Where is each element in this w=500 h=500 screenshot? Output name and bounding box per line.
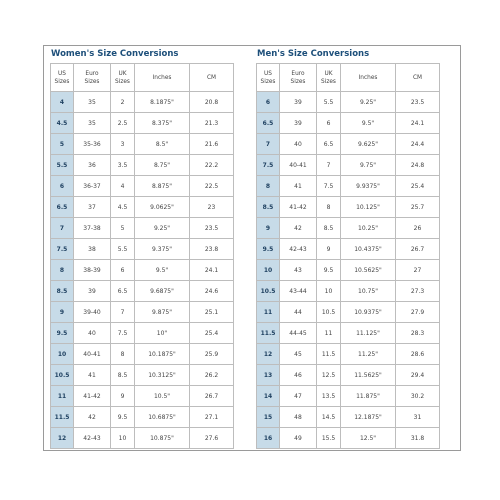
women-cell-euro-size: 35: [74, 113, 111, 134]
men-cell-euro-size: 42: [280, 218, 317, 239]
men-cell-uk-size: 13.5: [317, 386, 341, 407]
women-cell-inches: 8.75": [135, 155, 190, 176]
women-cell-cm: 23: [190, 197, 234, 218]
women-cell-cm: 20.8: [190, 92, 234, 113]
table-row: [51, 218, 234, 239]
men-cell-cm: 28.6: [396, 344, 440, 365]
table-row: [257, 176, 440, 197]
men-cell-cm: 27.9: [396, 302, 440, 323]
table-row: [257, 134, 440, 155]
men-cell-euro-size: 42-43: [280, 239, 317, 260]
men-cell-us-size: 9: [257, 218, 280, 239]
women-cell-uk-size: 6.5: [111, 281, 135, 302]
women-cell-euro-size: 35: [74, 92, 111, 113]
women-cell-euro-size: 36: [74, 155, 111, 176]
table-row: [51, 365, 234, 386]
men-cell-cm: 24.1: [396, 113, 440, 134]
men-cell-euro-size: 43-44: [280, 281, 317, 302]
table-row: [257, 386, 440, 407]
men-cell-inches: 11.5625": [341, 365, 396, 386]
women-cell-cm: 26.7: [190, 386, 234, 407]
women-cell-uk-size: 8.5: [111, 365, 135, 386]
women-cell-cm: 22.2: [190, 155, 234, 176]
table-row: [51, 302, 234, 323]
men-cell-uk-size: 15.5: [317, 428, 341, 449]
women-cell-inches: 9.875": [135, 302, 190, 323]
women-cell-euro-size: 42: [74, 407, 111, 428]
men-cell-uk-size: 9: [317, 239, 341, 260]
table-row: [257, 428, 440, 449]
men-cell-euro-size: 48: [280, 407, 317, 428]
men-cell-uk-size: 6.5: [317, 134, 341, 155]
table-row: [257, 197, 440, 218]
men-cell-us-size: 13: [257, 365, 280, 386]
men-cell-inches: 10.75": [341, 281, 396, 302]
women-cell-uk-size: 3.5: [111, 155, 135, 176]
men-cell-cm: 25.4: [396, 176, 440, 197]
women-cell-cm: 25.9: [190, 344, 234, 365]
women-cell-us-size: 8.5: [51, 281, 74, 302]
women-cell-euro-size: 42-43: [74, 428, 111, 449]
women-cell-inches: 9.375": [135, 239, 190, 260]
women-cell-euro-size: 39: [74, 281, 111, 302]
men-cell-us-size: 6: [257, 92, 280, 113]
women-cell-euro-size: 35-36: [74, 134, 111, 155]
women-header-euro-size: Euro Sizes: [74, 64, 111, 92]
women-table-body: [51, 92, 234, 449]
women-cell-euro-size: 39-40: [74, 302, 111, 323]
men-header-euro-size: Euro Sizes: [280, 64, 317, 92]
men-cell-euro-size: 40: [280, 134, 317, 155]
men-cell-us-size: 9.5: [257, 239, 280, 260]
men-cell-us-size: 15: [257, 407, 280, 428]
men-cell-inches: 12.5": [341, 428, 396, 449]
women-cell-us-size: 6.5: [51, 197, 74, 218]
men-cell-cm: 26.7: [396, 239, 440, 260]
women-cell-euro-size: 38-39: [74, 260, 111, 281]
men-header-uk-size: UK Sizes: [317, 64, 341, 92]
table-row: [51, 281, 234, 302]
men-cell-euro-size: 41-42: [280, 197, 317, 218]
women-cell-uk-size: 5: [111, 218, 135, 239]
men-header-cm: CM: [396, 64, 440, 92]
women-cell-inches: 9.5": [135, 260, 190, 281]
men-cell-inches: 10.5625": [341, 260, 396, 281]
men-cell-euro-size: 40-41: [280, 155, 317, 176]
women-cell-uk-size: 3: [111, 134, 135, 155]
women-panel-title: Women's Size Conversions: [51, 49, 179, 59]
women-header-cm: CM: [190, 64, 234, 92]
men-cell-inches: 9.5": [341, 113, 396, 134]
men-cell-cm: 27: [396, 260, 440, 281]
men-cell-us-size: 14: [257, 386, 280, 407]
men-cell-cm: 23.5: [396, 92, 440, 113]
women-cell-uk-size: 6: [111, 260, 135, 281]
men-panel-title: Men's Size Conversions: [257, 49, 370, 59]
women-cell-inches: 9.25": [135, 218, 190, 239]
women-cell-uk-size: 2.5: [111, 113, 135, 134]
women-header-row: [51, 64, 234, 92]
women-header-us-size: US Sizes: [51, 64, 74, 92]
men-cell-cm: 30.2: [396, 386, 440, 407]
men-cell-euro-size: 47: [280, 386, 317, 407]
women-cell-euro-size: 40: [74, 323, 111, 344]
men-cell-cm: 28.3: [396, 323, 440, 344]
table-row: [51, 323, 234, 344]
men-cell-uk-size: 5.5: [317, 92, 341, 113]
table-row: [51, 113, 234, 134]
women-cell-us-size: 7.5: [51, 239, 74, 260]
table-row: [51, 260, 234, 281]
table-row: [257, 302, 440, 323]
women-cell-us-size: 12: [51, 428, 74, 449]
table-row: [257, 155, 440, 176]
women-cell-us-size: 5: [51, 134, 74, 155]
men-cell-inches: 9.9375": [341, 176, 396, 197]
men-cell-uk-size: 9.5: [317, 260, 341, 281]
women-cell-uk-size: 10: [111, 428, 135, 449]
men-cell-inches: 9.75": [341, 155, 396, 176]
table-row: [257, 113, 440, 134]
men-cell-uk-size: 10: [317, 281, 341, 302]
women-cell-cm: 23.8: [190, 239, 234, 260]
men-cell-us-size: 10.5: [257, 281, 280, 302]
table-row: [257, 281, 440, 302]
men-header-row: [257, 64, 440, 92]
women-header-inches: Inches: [135, 64, 190, 92]
women-cell-inches: 8.5": [135, 134, 190, 155]
women-cell-us-size: 4.5: [51, 113, 74, 134]
women-cell-us-size: 10: [51, 344, 74, 365]
table-row: [51, 428, 234, 449]
table-row: [51, 92, 234, 113]
women-cell-us-size: 10.5: [51, 365, 74, 386]
women-size-panel: [50, 46, 246, 449]
men-size-table: [256, 63, 440, 449]
men-cell-inches: 9.625": [341, 134, 396, 155]
women-cell-cm: 21.6: [190, 134, 234, 155]
men-cell-us-size: 16: [257, 428, 280, 449]
women-cell-us-size: 11: [51, 386, 74, 407]
men-cell-inches: 11.125": [341, 323, 396, 344]
table-row: [51, 386, 234, 407]
men-cell-cm: 24.8: [396, 155, 440, 176]
women-cell-uk-size: 5.5: [111, 239, 135, 260]
women-cell-cm: 24.1: [190, 260, 234, 281]
women-cell-euro-size: 40-41: [74, 344, 111, 365]
men-cell-inches: 10.125": [341, 197, 396, 218]
men-cell-us-size: 6.5: [257, 113, 280, 134]
women-cell-euro-size: 41: [74, 365, 111, 386]
women-cell-inches: 8.875": [135, 176, 190, 197]
men-cell-cm: 31: [396, 407, 440, 428]
men-cell-euro-size: 46: [280, 365, 317, 386]
men-cell-inches: 10.25": [341, 218, 396, 239]
men-cell-cm: 25.7: [396, 197, 440, 218]
women-cell-euro-size: 41-42: [74, 386, 111, 407]
women-cell-inches: 10.875": [135, 428, 190, 449]
women-cell-uk-size: 7: [111, 302, 135, 323]
men-cell-inches: 9.25": [341, 92, 396, 113]
table-row: [257, 323, 440, 344]
women-cell-us-size: 7: [51, 218, 74, 239]
men-cell-euro-size: 39: [280, 92, 317, 113]
men-cell-uk-size: 11: [317, 323, 341, 344]
men-cell-uk-size: 11.5: [317, 344, 341, 365]
women-cell-cm: 23.5: [190, 218, 234, 239]
table-row: [51, 239, 234, 260]
women-cell-inches: 9.6875": [135, 281, 190, 302]
table-row: [257, 365, 440, 386]
men-cell-us-size: 8.5: [257, 197, 280, 218]
men-cell-us-size: 12: [257, 344, 280, 365]
table-row: [51, 197, 234, 218]
women-cell-inches: 10.1875": [135, 344, 190, 365]
women-cell-inches: 10.6875": [135, 407, 190, 428]
men-cell-euro-size: 41: [280, 176, 317, 197]
men-cell-inches: 10.9375": [341, 302, 396, 323]
men-cell-euro-size: 44-45: [280, 323, 317, 344]
women-cell-inches: 8.1875": [135, 92, 190, 113]
women-cell-us-size: 9.5: [51, 323, 74, 344]
men-cell-euro-size: 45: [280, 344, 317, 365]
women-cell-cm: 21.3: [190, 113, 234, 134]
men-cell-us-size: 11.5: [257, 323, 280, 344]
women-cell-inches: 8.375": [135, 113, 190, 134]
women-cell-uk-size: 9.5: [111, 407, 135, 428]
men-cell-uk-size: 7: [317, 155, 341, 176]
women-cell-cm: 26.2: [190, 365, 234, 386]
men-cell-inches: 10.4375": [341, 239, 396, 260]
men-cell-uk-size: 6: [317, 113, 341, 134]
table-row: [51, 176, 234, 197]
table-row: [257, 260, 440, 281]
men-cell-us-size: 8: [257, 176, 280, 197]
women-cell-inches: 9.0625": [135, 197, 190, 218]
men-cell-cm: 31.8: [396, 428, 440, 449]
men-cell-uk-size: 14.5: [317, 407, 341, 428]
women-cell-euro-size: 37: [74, 197, 111, 218]
women-cell-us-size: 6: [51, 176, 74, 197]
men-cell-euro-size: 49: [280, 428, 317, 449]
women-cell-uk-size: 4: [111, 176, 135, 197]
table-row: [51, 407, 234, 428]
women-cell-uk-size: 8: [111, 344, 135, 365]
table-row: [257, 344, 440, 365]
men-cell-us-size: 7.5: [257, 155, 280, 176]
women-cell-us-size: 8: [51, 260, 74, 281]
women-cell-uk-size: 7.5: [111, 323, 135, 344]
men-cell-uk-size: 8.5: [317, 218, 341, 239]
men-header-inches: Inches: [341, 64, 396, 92]
women-cell-cm: 25.1: [190, 302, 234, 323]
women-cell-inches: 10.5": [135, 386, 190, 407]
men-cell-uk-size: 12.5: [317, 365, 341, 386]
women-cell-cm: 27.1: [190, 407, 234, 428]
men-cell-inches: 11.25": [341, 344, 396, 365]
men-header-us-size: US Sizes: [257, 64, 280, 92]
women-size-table: [50, 63, 234, 449]
men-cell-euro-size: 44: [280, 302, 317, 323]
men-table-body: [257, 92, 440, 449]
women-cell-euro-size: 36-37: [74, 176, 111, 197]
men-cell-inches: 11.875": [341, 386, 396, 407]
table-row: [51, 155, 234, 176]
men-cell-uk-size: 7.5: [317, 176, 341, 197]
women-cell-uk-size: 4.5: [111, 197, 135, 218]
men-cell-cm: 27.3: [396, 281, 440, 302]
table-row: [51, 134, 234, 155]
women-cell-us-size: 5.5: [51, 155, 74, 176]
women-cell-uk-size: 9: [111, 386, 135, 407]
size-chart-frame: [43, 45, 461, 451]
women-cell-cm: 27.6: [190, 428, 234, 449]
men-cell-cm: 29.4: [396, 365, 440, 386]
men-cell-inches: 12.1875": [341, 407, 396, 428]
men-cell-us-size: 7: [257, 134, 280, 155]
men-cell-uk-size: 10.5: [317, 302, 341, 323]
women-cell-cm: 24.6: [190, 281, 234, 302]
women-cell-us-size: 9: [51, 302, 74, 323]
men-cell-uk-size: 8: [317, 197, 341, 218]
women-header-uk-size: UK Sizes: [111, 64, 135, 92]
women-cell-us-size: 11.5: [51, 407, 74, 428]
table-row: [257, 92, 440, 113]
women-cell-euro-size: 38: [74, 239, 111, 260]
men-cell-euro-size: 43: [280, 260, 317, 281]
women-cell-uk-size: 2: [111, 92, 135, 113]
men-cell-cm: 26: [396, 218, 440, 239]
men-size-panel: [256, 46, 452, 449]
women-cell-cm: 25.4: [190, 323, 234, 344]
women-cell-inches: 10.3125": [135, 365, 190, 386]
women-cell-euro-size: 37-38: [74, 218, 111, 239]
men-cell-cm: 24.4: [396, 134, 440, 155]
table-row: [257, 407, 440, 428]
men-cell-euro-size: 39: [280, 113, 317, 134]
table-row: [51, 344, 234, 365]
women-cell-inches: 10": [135, 323, 190, 344]
women-cell-us-size: 4: [51, 92, 74, 113]
table-row: [257, 239, 440, 260]
men-cell-us-size: 11: [257, 302, 280, 323]
women-cell-cm: 22.5: [190, 176, 234, 197]
men-cell-us-size: 10: [257, 260, 280, 281]
table-row: [257, 218, 440, 239]
